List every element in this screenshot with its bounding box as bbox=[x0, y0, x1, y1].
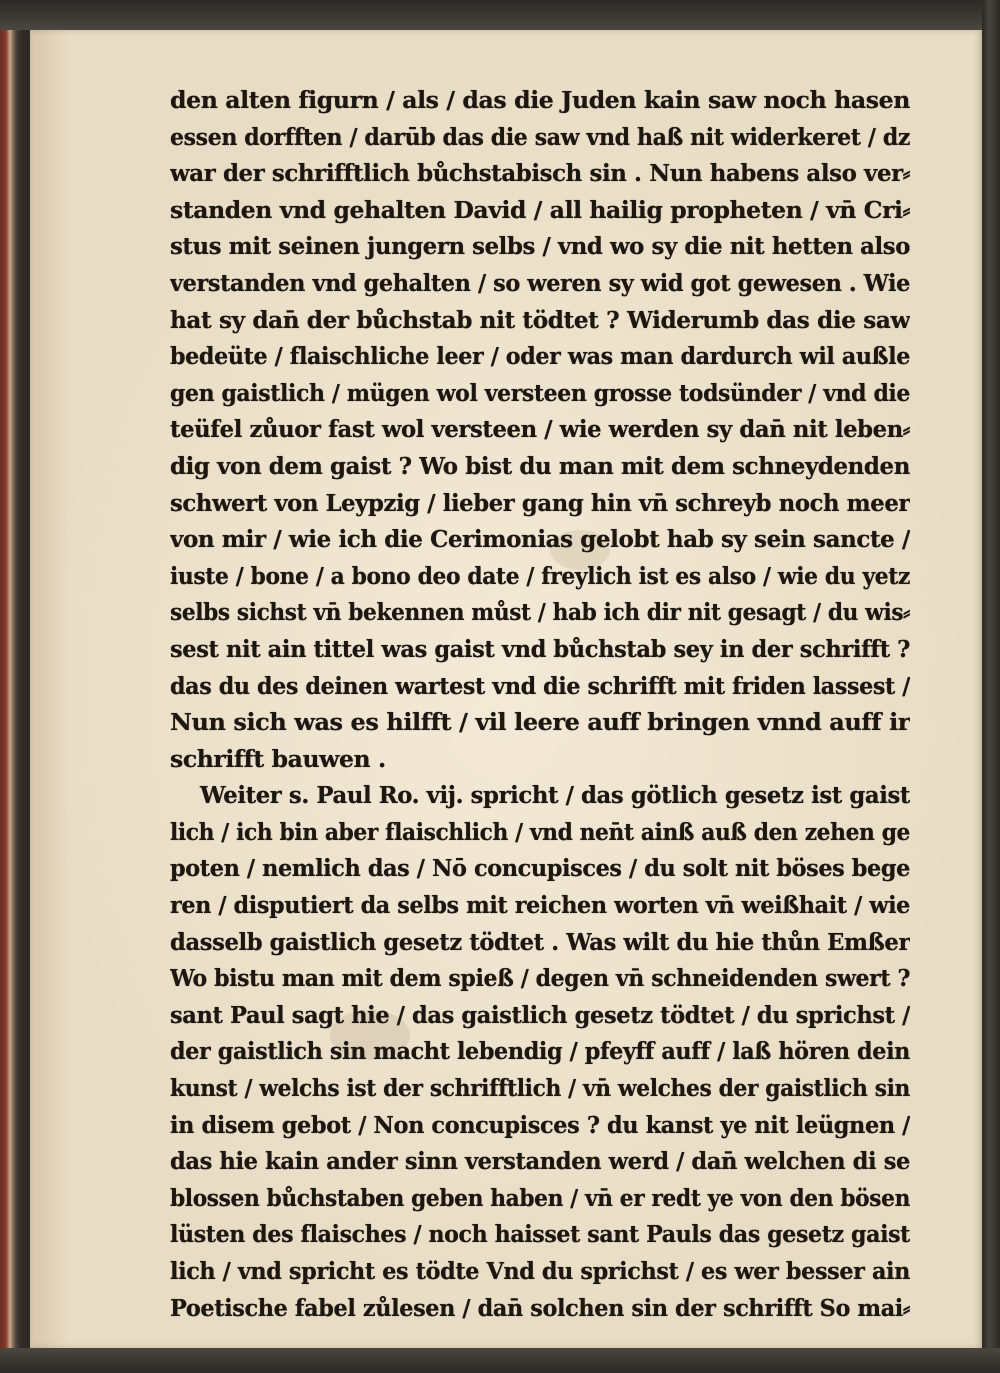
text-line: das hie kain ander sinn verstanden werd / dan̄ welchen di se bbox=[170, 1147, 910, 1176]
text-line: schrifft bauwen . bbox=[170, 744, 386, 773]
text-line: gen gaistlich / mügen wol versteen grosse todsünder / vnd die bbox=[170, 378, 910, 407]
text-line: hat sy dan̄ der bůchstab nit tödtet ? Widerumb das die saw bbox=[170, 305, 910, 334]
scan-bottom-edge bbox=[0, 1348, 1000, 1373]
text-line: kunst / welchs ist der schrifftlich / vn̄ welches der gaistlich sin bbox=[170, 1074, 910, 1103]
text-line: den alten figurn / als / das die Juden kain saw noch hasen bbox=[170, 86, 910, 114]
text-line: standen vnd gehalten David / all hailig propheten / vn̄ Cri⸗ bbox=[170, 195, 910, 224]
text-line: Poetische fabel zůlesen / dan̄ solchen sin der schrifft So mai⸗ bbox=[170, 1293, 910, 1322]
text-line: Wo bistu man mit dem spieß / degen vn̄ schneidenden swert ? bbox=[170, 964, 910, 993]
text-line: schwert von Leypzig / lieber gang hin vn̄ schreyb noch meer bbox=[170, 488, 910, 517]
blackletter-text-block bbox=[170, 82, 910, 1326]
scan-top-edge bbox=[0, 0, 1000, 30]
text-line: lüsten des flaisches / noch haisset sant Pauls das gesetz gaist bbox=[170, 1220, 910, 1249]
text-line: bedeüte / flaischliche leer / oder was man dardurch wil außle bbox=[170, 342, 910, 371]
text-line: blossen bůchstaben geben haben / vn̄ er redt ye von den bösen bbox=[170, 1183, 910, 1212]
text-line: in disem gebot / Non concupisces ? du kanst ye nit leügnen / bbox=[170, 1110, 910, 1139]
text-line: von mir / wie ich die Cerimonias gelobt hab sy sein sancte / bbox=[170, 525, 910, 554]
text-line: war der schrifftlich bůchstabisch sin . Nun habens also ver⸗ bbox=[170, 159, 910, 188]
text-line: selbs sichst vn̄ bekennen můst / hab ich dir nit gesagt / du wis⸗ bbox=[170, 598, 910, 627]
text-line: Weiter s. Paul Ro. vij. spricht / das götlich gesetz ist gaist bbox=[200, 781, 910, 810]
text-line: lich / vnd spricht es tödte Vnd du sprichst / es wer besser ain bbox=[170, 1257, 910, 1285]
text-line: sest nit ain tittel was gaist vnd bůchstab sey in der schrifft ? bbox=[170, 634, 910, 663]
text-line: ren / disputiert da selbs mit reichen worten vn̄ weißhait / wie bbox=[170, 891, 910, 920]
text-line: essen dorfften / darūb das die saw vnd haß nit widerkeret / dz bbox=[170, 122, 910, 151]
text-line: dig von dem gaist ? Wo bist du man mit dem schneydenden bbox=[170, 451, 910, 480]
text-line: verstanden vnd gehalten / so weren sy wid got gewesen . Wie bbox=[170, 268, 910, 297]
text-line: Nun sich was es hilfft / vil leere auff bringen vnnd auff ir bbox=[170, 708, 910, 737]
text-line: iuste / bone / a bono deo date / freylich ist es also / wie du yetz bbox=[170, 561, 910, 590]
text-line: lich / ich bin aber flaischlich / vnd nen̄t ainß auß den zehen ge bbox=[170, 817, 910, 846]
text-line: sant Paul sagt hie / das gaistlich gesetz tödtet / du sprichst / bbox=[170, 1000, 910, 1029]
text-line: stus mit seinen jungern selbs / vnd wo sy die nit hetten also bbox=[170, 232, 910, 261]
text-line: dasselb gaistlich gesetz tödtet . Was wilt du hie thůn Emßer bbox=[170, 927, 910, 956]
text-line: poten / nemlich das / Nō concupisces / du solt nit böses bege bbox=[170, 854, 910, 883]
text-line: der gaistlich sin macht lebendig / pfeyff auff / laß hören dein bbox=[170, 1037, 910, 1066]
scan-right-edge bbox=[982, 0, 1000, 1373]
text-line: das du des deinen wartest vnd die schrifft mit friden lassest / bbox=[170, 671, 910, 700]
text-line: teüfel zůuor fast wol versteen / wie werden sy dan̄ nit leben⸗ bbox=[170, 415, 910, 444]
